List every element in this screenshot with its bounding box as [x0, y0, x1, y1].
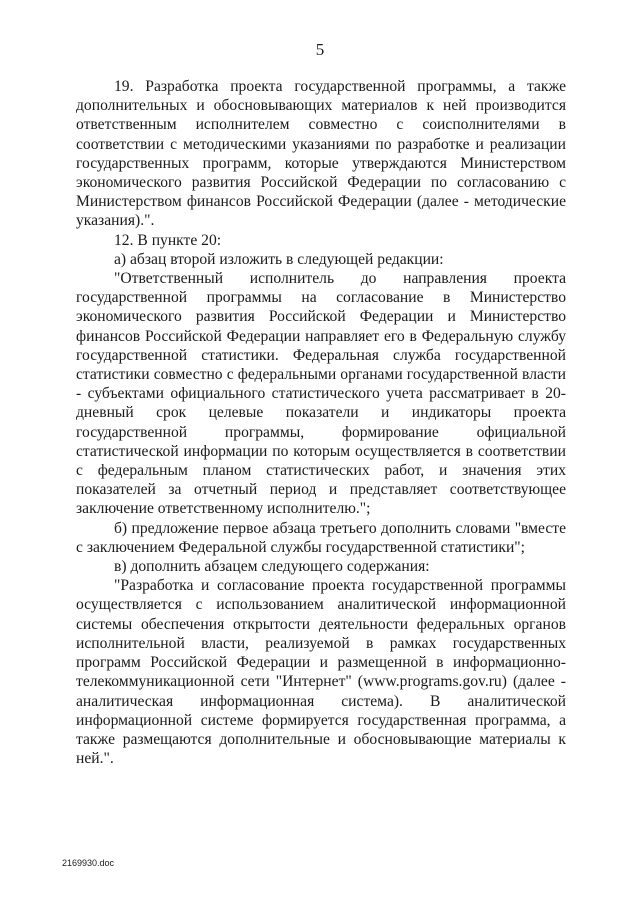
paragraph-item-19: 19. Разработка проекта государственной программы, а также дополнительных и обосновывающих материалов к ней производится ответственным исполнителем совместно с соисполнителями в соответствии с методическими указаниями по разработке и реализации государственных программ, которые утверждаются Министерством экономического развития Российской Федерации по согласованию с Министерством финансов Российской Федерации (далее - методические указания).". — [76, 78, 566, 230]
paragraph-quote-responsible-executor: "Ответственный исполнитель до направления проекта государственной программы на согласование в Министерство экономического развития Российской Федерации и Министерство финансов Российской Федерации направляет его в Федеральную службу государственной статистики. Федеральная служба государственной статистики совместно с федеральными органами государственной власти - субъектами официального статистического учета рассматривает в 20-дневный срок целевые показатели и индикаторы проекта государственной программы, формирование официальной статистической информации по которым осуществляется в соответствии с федеральным планом статистических работ, и значения этих показателей за отчетный период и представляет соответствующее заключение ответственному исполнителю."; — [76, 270, 566, 518]
document-body — [76, 77, 566, 768]
page-number: 5 — [315, 40, 325, 59]
paragraph-quote-analytical-system: "Разработка и согласование проекта государственной программы осуществляется с использованием аналитической информационной системы обеспечения открытости деятельности федеральных органов исполнительной власти, реализуемой в рамках государственных программ Российской Федерации и размещенной в информационно-телекоммуникационной сети "Интернет" (www.programs.gov.ru) (далее - аналитическая информационная система). В аналитической информационной системе формируется государственная программа, а также размещаются дополнительные и обосновывающие материалы к ней.". — [76, 577, 566, 768]
footer-document-code: 2169930.doc — [62, 858, 115, 868]
paragraph-subitem-a: а) абзац второй изложить в следующей редакции: — [114, 250, 444, 268]
paragraph-subitem-v: в) дополнить абзацем следующего содержания: — [114, 558, 430, 576]
paragraph-point-12: 12. В пункте 20: — [114, 231, 222, 249]
paragraph-subitem-b: б) предложение первое абзаца третьего дополнить словами "вместе с заключением Федеральной службы государственной статистики"; — [76, 519, 566, 556]
